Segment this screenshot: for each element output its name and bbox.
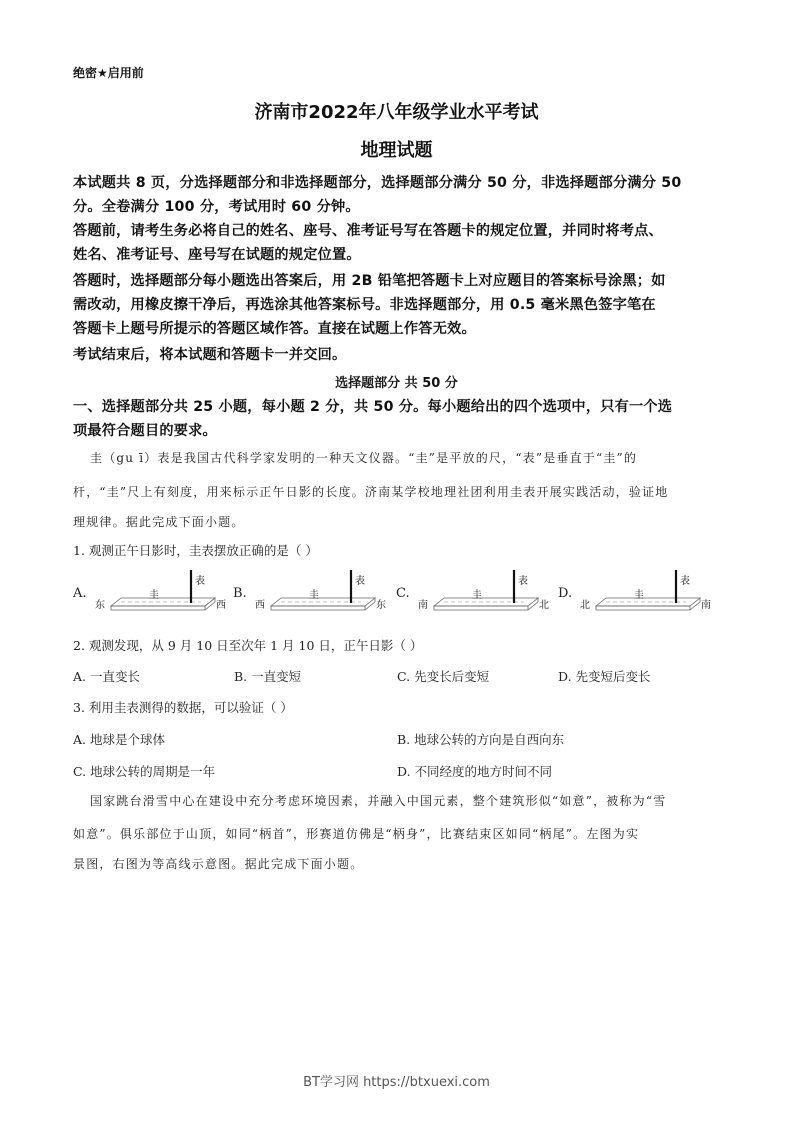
passage-line: 圭（gu ī）表是我国古代科学家发明的一种天文仪器。“圭”是平放的尺，“表”是垂直于“圭”的 <box>90 451 638 465</box>
left-direction-label: 东 <box>95 600 105 611</box>
instruction-line: 需改动，用橡皮擦干净后，再选涂其他答案标号。非选择题部分，用 0.5 毫米黑色签字笔在 <box>73 297 656 313</box>
instruction-line: 考试结束后，将本试题和答题卡一并交回。 <box>73 347 347 363</box>
question-2-stem: 2. 观测发现，从 9 月 10 日至次年 1 月 10 日，正午日影（ ） <box>73 638 423 653</box>
option-a[interactable]: A. 地球是个球体 <box>73 732 165 747</box>
gui-label: 圭 <box>634 590 644 601</box>
option-a-diagram[interactable] <box>73 568 233 620</box>
right-direction-label: 西 <box>216 600 226 611</box>
watermark-footer: BT学习网 https://btxuexi.com <box>303 1075 490 1090</box>
section-intro-line: 一、选择题部分共 25 小题，每小题 2 分，共 50 分。每小题给出的四个选项中，只有一个选 <box>73 399 673 415</box>
left-direction-label: 西 <box>255 600 265 611</box>
section-heading: 选择题部分 共 50 分 <box>335 376 458 391</box>
option-c[interactable]: C. 地球公转的周期是一年 <box>73 764 216 779</box>
question-3-stem: 3. 利用圭表测得的数据，可以验证（ ） <box>73 700 293 715</box>
passage-line: 景图，右图为等高线示意图。据此完成下面小题。 <box>73 857 364 871</box>
biao-label: 表 <box>355 576 365 587</box>
passage-line: 杆，“圭”尺上有刻度，用来标示正午日影的长度。济南某学校地理社团利用圭表开展实践活动，验证地 <box>73 485 669 499</box>
option-b[interactable]: B. 地球公转的方向是自西向东 <box>397 732 565 747</box>
option-letter: A. <box>73 586 87 601</box>
exam-subject: 地理试题 <box>360 140 433 161</box>
option-d[interactable]: D. 不同经度的地方时间不同 <box>397 764 553 779</box>
exam-title: 济南市2022年八年级学业水平考试 <box>254 102 539 123</box>
passage-line: 国家跳台滑雪中心在建设中充分考虑环境因素，并融入中国元素，整个建筑形似“如意”，被称为“雪 <box>90 794 667 808</box>
section-intro-line: 项最符合题目的要求。 <box>73 423 217 439</box>
instruction-line: 答题时，选择题部分每小题选出答案后，用 2B 铅笔把答题卡上对应题目的答案标号涂黑；如 <box>73 273 666 289</box>
option-letter: B. <box>233 586 247 601</box>
option-b[interactable]: B. 一直变短 <box>234 669 302 684</box>
biao-label: 表 <box>680 576 690 587</box>
right-direction-label: 南 <box>701 600 711 611</box>
passage-line: 如意”。俱乐部位于山顶，如同“柄首”，形赛道仿佛是“柄身”，比赛结束区如同“柄尾”。左图为实 <box>73 827 640 841</box>
option-d-diagram[interactable] <box>558 568 718 620</box>
option-a[interactable]: A. 一直变长 <box>73 669 140 684</box>
confidential-label: 绝密★启用前 <box>73 66 144 80</box>
left-direction-label: 南 <box>418 600 428 611</box>
gui-label: 圭 <box>472 590 482 601</box>
instruction-line: 姓名、准考证号、座号写在试题的规定位置。 <box>73 247 361 263</box>
instruction-line: 分。全卷满分 100 分，考试用时 60 分钟。 <box>73 199 360 215</box>
gui-label: 圭 <box>309 590 319 601</box>
biao-label: 表 <box>195 576 205 587</box>
option-c-diagram[interactable] <box>396 568 556 620</box>
instruction-line: 本试题共 8 页，分选择题部分和非选择题部分，选择题部分满分 50 分，非选择题部分满分 50 <box>73 175 682 191</box>
right-direction-label: 东 <box>376 600 386 611</box>
option-b-diagram[interactable] <box>233 568 393 620</box>
option-letter: C. <box>396 586 410 601</box>
left-direction-label: 北 <box>580 600 590 611</box>
right-direction-label: 北 <box>539 600 549 611</box>
question-1-stem: 1. 观测正午日影时，圭表摆放正确的是（ ） <box>73 543 318 558</box>
passage-line: 理规律。据此完成下面小题。 <box>73 515 245 529</box>
biao-label: 表 <box>518 576 528 587</box>
gui-label: 圭 <box>149 590 159 601</box>
instruction-line: 答题卡上题号所提示的答题区域作答。直接在试题上作答无效。 <box>73 321 476 337</box>
option-c[interactable]: C. 先变长后变短 <box>397 669 490 684</box>
option-d[interactable]: D. 先变短后变长 <box>558 669 651 684</box>
instruction-line: 答题前，请考生务必将自己的姓名、座号、准考证号写在答题卡的规定位置，并同时将考点、 <box>73 223 663 239</box>
option-letter: D. <box>558 586 573 601</box>
